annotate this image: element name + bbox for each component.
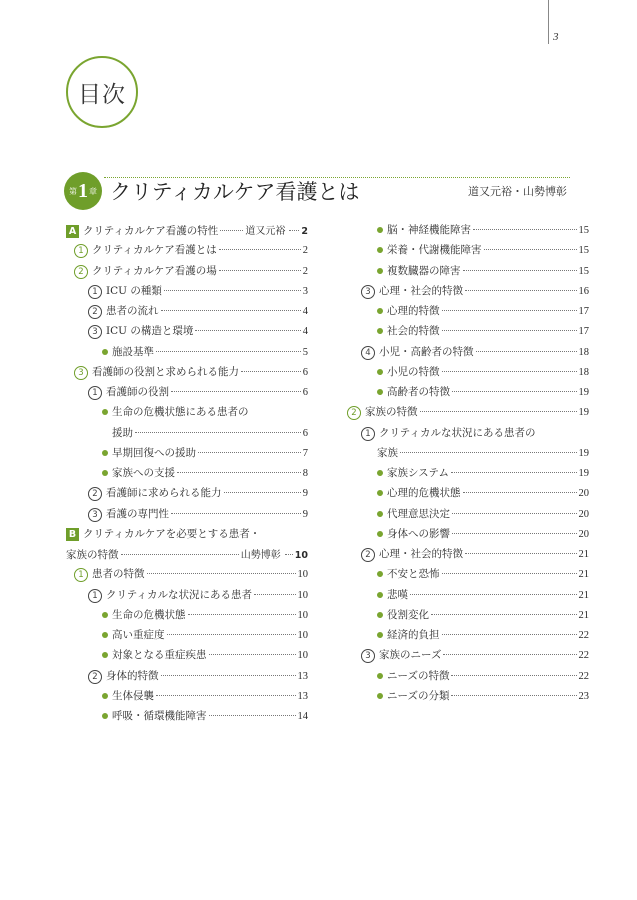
toc-entry[interactable]: 家族システム 19 <box>347 465 589 485</box>
toc-entry[interactable]: 2 看護師に求められる能力 9 <box>66 485 308 505</box>
bullet-icon <box>102 632 108 638</box>
toc-entry[interactable]: 対象となる重症疾患 10 <box>66 647 308 667</box>
toc-entry[interactable]: 悲嘆 21 <box>347 587 589 607</box>
toc-entry[interactable]: 呼吸・循環機能障害 14 <box>66 708 308 728</box>
header-rule <box>548 0 549 44</box>
bullet-icon <box>102 409 108 415</box>
toc-entry-continued[interactable]: 援助 6 <box>112 426 308 439</box>
chapter-prefix: 第 <box>69 186 77 196</box>
toc-entry[interactable]: 役割変化 21 <box>347 607 589 627</box>
toc-entry[interactable]: 代理意思決定 20 <box>347 506 589 526</box>
toc-entry[interactable]: 家族への支援 8 <box>66 465 308 485</box>
chapter-title: クリティカルケア看護とは <box>110 180 360 204</box>
toc-entry[interactable]: 3 家族のニーズ 22 <box>347 647 589 667</box>
toc-entry[interactable]: B クリティカルケアを必要とする患者・ <box>66 526 308 546</box>
bullet-icon <box>377 470 383 476</box>
bullet-icon <box>377 227 383 233</box>
bullet-icon <box>102 470 108 476</box>
toc-entry[interactable]: ニーズの分類 23 <box>347 688 589 708</box>
toc-entry[interactable]: ニーズの特徴 22 <box>347 668 589 688</box>
toc-entry[interactable]: A クリティカルケア看護の特性 道又元裕 2 <box>66 222 308 242</box>
bullet-icon <box>377 592 383 598</box>
toc-entry[interactable]: 2 家族の特徴 19 <box>347 404 589 424</box>
toc-entry[interactable]: 複数臓器の障害 15 <box>347 263 589 283</box>
chapter-suffix: 章 <box>89 186 97 196</box>
bullet-icon <box>377 308 383 314</box>
toc-entry[interactable]: 生命の危機状態 10 <box>66 607 308 627</box>
bullet-icon <box>377 369 383 375</box>
bullet-icon <box>102 349 108 355</box>
toc-entry[interactable]: 施設基準 5 <box>66 344 308 364</box>
section-marker: A <box>66 225 79 238</box>
toc-entry[interactable]: 3 心理・社会的特徴 16 <box>347 283 589 303</box>
toc-entry[interactable]: 脳・神経機能障害 15 <box>347 222 589 242</box>
chapter-number: 1 <box>78 179 88 202</box>
bullet-icon <box>377 693 383 699</box>
chapter-badge <box>64 172 102 210</box>
toc-right-column <box>347 222 589 708</box>
toc-entry[interactable]: 4 小児・高齢者の特徴 18 <box>347 344 589 364</box>
toc-entry[interactable]: 2 心理・社会的特徴 21 <box>347 546 589 566</box>
toc-entry[interactable]: 2 身体的特徴 13 <box>66 668 308 688</box>
toc-entry[interactable]: 2 クリティカルケア看護の場 2 <box>66 263 308 283</box>
page-number: 3 <box>553 31 559 43</box>
toc-entry[interactable]: 1 看護師の役割 6 <box>66 384 308 404</box>
bullet-icon <box>377 673 383 679</box>
toc-entry[interactable]: 高い重症度 10 <box>66 627 308 647</box>
bullet-icon <box>102 450 108 456</box>
bullet-icon <box>102 612 108 618</box>
toc-entry[interactable]: 不安と恐怖 21 <box>347 566 589 586</box>
toc-entry[interactable]: 1 クリティカルな状況にある患者 10 <box>66 587 308 607</box>
bullet-icon <box>377 328 383 334</box>
toc-entry[interactable]: 身体への影響 20 <box>347 526 589 546</box>
toc-entry[interactable]: 早期回復への援助 7 <box>66 445 308 465</box>
bullet-icon <box>102 652 108 658</box>
bullet-icon <box>377 571 383 577</box>
toc-entry-continued[interactable]: 家族の特徴 山勢博彰 10 <box>66 549 308 561</box>
toc-entry[interactable]: 心理的危機状態 20 <box>347 485 589 505</box>
bullet-icon <box>102 693 108 699</box>
toc-entry[interactable]: 1 ICU の種類 3 <box>66 283 308 303</box>
toc-entry[interactable]: 3 看護師の役割と求められる能力 6 <box>66 364 308 384</box>
bullet-icon <box>377 247 383 253</box>
bullet-icon <box>377 531 383 537</box>
toc-entry[interactable]: 高齢者の特徴 19 <box>347 384 589 404</box>
toc-entry[interactable]: 1 患者の特徴 10 <box>66 566 308 586</box>
bullet-icon <box>102 713 108 719</box>
bullet-icon <box>377 612 383 618</box>
toc-entry[interactable]: 生命の危機状態にある患者の <box>66 404 308 424</box>
bullet-icon <box>377 511 383 517</box>
toc-entry-continued[interactable]: 家族 19 <box>377 446 589 459</box>
bullet-icon <box>377 490 383 496</box>
toc-entry[interactable]: 栄養・代謝機能障害 15 <box>347 242 589 262</box>
bullet-icon <box>377 632 383 638</box>
toc-left-column <box>66 222 308 728</box>
page-title: 目次 <box>78 81 126 108</box>
toc-entry[interactable]: 心理的特徴 17 <box>347 303 589 323</box>
toc-entry[interactable]: 1 クリティカルケア看護とは 2 <box>66 242 308 262</box>
bullet-icon <box>377 389 383 395</box>
section-marker: B <box>66 528 79 541</box>
toc-entry[interactable]: 1 クリティカルな状況にある患者の <box>347 425 589 445</box>
bullet-icon <box>377 268 383 274</box>
heading-circle <box>66 56 138 128</box>
toc-entry[interactable]: 3 ICU の構造と環境 4 <box>66 323 308 343</box>
toc-entry[interactable]: 経済的負担 22 <box>347 627 589 647</box>
toc-entry[interactable]: 社会的特徴 17 <box>347 323 589 343</box>
toc-entry[interactable]: 3 看護の専門性 9 <box>66 506 308 526</box>
chapter-authors: 道又元裕・山勢博彰 <box>468 185 567 198</box>
toc-entry[interactable]: 小児の特徴 18 <box>347 364 589 384</box>
toc-entry[interactable]: 生体侵襲 13 <box>66 688 308 708</box>
toc-entry[interactable]: 2 患者の流れ 4 <box>66 303 308 323</box>
